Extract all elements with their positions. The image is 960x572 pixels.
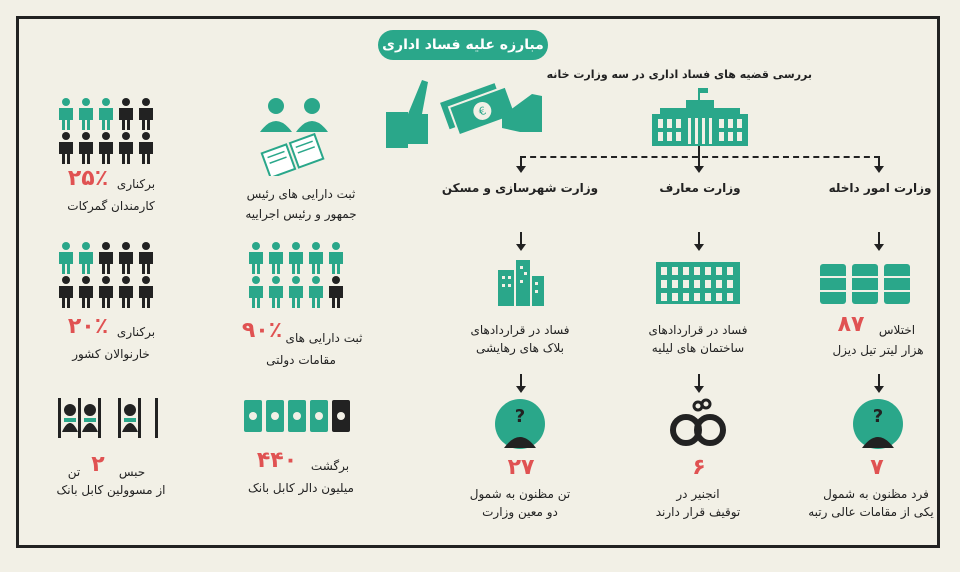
person-icon bbox=[59, 242, 73, 274]
ministry-housing-name: وزارت شهرسازی و مسکن bbox=[441, 181, 599, 195]
arrow-icon bbox=[516, 244, 526, 251]
person-icon bbox=[139, 98, 153, 130]
interior-desc-number: ۸۷ bbox=[837, 312, 865, 337]
arrow-icon bbox=[694, 244, 704, 251]
arrow-icon bbox=[874, 166, 884, 173]
person-icon bbox=[59, 132, 73, 164]
education-result-line1: انجنیر در bbox=[676, 487, 720, 501]
connector-housing-2 bbox=[520, 374, 522, 386]
handcuffs-icon bbox=[668, 396, 728, 448]
interior-result-line1: فرد مظنون به شمول bbox=[823, 487, 929, 501]
person-icon bbox=[79, 98, 93, 130]
officials-documents-icon bbox=[250, 96, 340, 176]
apartment-tower-icon bbox=[494, 258, 546, 308]
person-icon bbox=[99, 242, 113, 274]
person-icon bbox=[79, 242, 93, 274]
person-icon bbox=[289, 276, 303, 308]
arrow-icon bbox=[694, 166, 704, 173]
person-icon bbox=[329, 242, 343, 274]
person-icon bbox=[59, 98, 73, 130]
ministry-education-name: وزارت معارف bbox=[659, 181, 741, 195]
stat-customs-number: ۲۵٪ bbox=[67, 166, 109, 191]
ministry-interior-name: وزارت امور داخله bbox=[828, 181, 932, 195]
people-grid-25-icon bbox=[56, 96, 160, 164]
connector-education-2 bbox=[698, 374, 700, 386]
stat-prison-number: ۲ bbox=[91, 452, 105, 477]
arrow-icon bbox=[874, 244, 884, 251]
person-icon bbox=[139, 132, 153, 164]
person-icon bbox=[329, 276, 343, 308]
stat-prosecutors-pre: برکناری bbox=[116, 325, 156, 339]
stat-prison-pre: حبس bbox=[118, 465, 146, 479]
svg-text:€: € bbox=[477, 104, 489, 119]
connector-horizontal bbox=[520, 156, 880, 158]
connector-interior-1 bbox=[878, 232, 880, 244]
connector-interior-2 bbox=[878, 374, 880, 386]
education-result-line2: توقیف قرار دارند bbox=[655, 505, 741, 519]
svg-text:?: ? bbox=[514, 406, 526, 427]
person-icon bbox=[59, 276, 73, 308]
stat-kabulbank-pre: برگشت bbox=[310, 459, 350, 473]
interior-desc-line2: هزار لیتر تیل دیزل bbox=[832, 343, 924, 357]
person-icon bbox=[269, 276, 283, 308]
housing-result-number: ۲۷ bbox=[507, 455, 535, 480]
people-grid-20-icon bbox=[56, 240, 160, 308]
stat-officials-line1: ثبت دارایی های bbox=[285, 331, 363, 345]
svg-text:?: ? bbox=[872, 406, 884, 427]
person-icon bbox=[79, 132, 93, 164]
person-icon bbox=[119, 242, 133, 274]
person-icon bbox=[99, 98, 113, 130]
stat-kabulbank-line2: میلیون دالر کابل بانک bbox=[248, 481, 354, 495]
arrow-icon bbox=[516, 386, 526, 393]
stat-customs-line2: کارمندان گمرکات bbox=[67, 199, 155, 213]
stat-kabulbank-number: ۴۴۰ bbox=[256, 448, 298, 473]
stat-prison-line2: از مسوولین کابل بانک bbox=[56, 483, 166, 497]
person-icon bbox=[139, 242, 153, 274]
person-icon bbox=[119, 276, 133, 308]
person-icon bbox=[99, 132, 113, 164]
person-icon bbox=[79, 276, 93, 308]
stat-officials-line2: مقامات دولتی bbox=[266, 353, 336, 367]
stat-customs-pre: برکناری bbox=[116, 177, 156, 191]
arrow-icon bbox=[516, 166, 526, 173]
person-icon bbox=[119, 132, 133, 164]
stat-president-assets-line1: ثبت دارایی های رئیس bbox=[246, 187, 356, 201]
connector-housing-1 bbox=[520, 232, 522, 244]
person-icon bbox=[119, 98, 133, 130]
stat-president-assets-line2: جمهور و رئیس اجراییه bbox=[245, 207, 357, 221]
interior-result-number: ۷ bbox=[870, 455, 884, 480]
review-title: بررسی قضیه های فساد اداری در سه وزارت خانه bbox=[546, 68, 812, 81]
housing-desc-line1: فساد در قراردادهای bbox=[470, 323, 570, 337]
person-icon bbox=[139, 276, 153, 308]
page-title: مبارزه علیه فساد اداری bbox=[378, 30, 548, 60]
government-building-icon bbox=[650, 88, 750, 148]
housing-result-line2: دو معین وزارت bbox=[482, 505, 558, 519]
prison-bars-icon bbox=[56, 398, 160, 438]
education-desc-line1: فساد در قراردادهای bbox=[648, 323, 748, 337]
connector-main bbox=[698, 146, 700, 156]
money-stacks-icon bbox=[242, 396, 352, 436]
person-icon bbox=[249, 276, 263, 308]
suspect-icon bbox=[852, 398, 904, 450]
interior-desc-pre: اختلاس bbox=[878, 323, 916, 337]
refuse-bribe-icon bbox=[382, 70, 552, 150]
person-icon bbox=[289, 242, 303, 274]
person-icon bbox=[269, 242, 283, 274]
oil-barrels-icon bbox=[820, 260, 910, 306]
interior-result-line2: یکی از مقامات عالی رتبه bbox=[808, 505, 934, 519]
stat-prosecutors-line2: خارنوالان کشور bbox=[72, 347, 150, 361]
connector-education-1 bbox=[698, 232, 700, 244]
person-icon bbox=[99, 276, 113, 308]
people-grid-90-icon bbox=[246, 240, 350, 308]
education-desc-line2: ساختمان های لیلیه bbox=[651, 341, 745, 355]
housing-desc-line2: بلاک های رهایشی bbox=[475, 341, 565, 355]
stat-prosecutors-number: ۲۰٪ bbox=[67, 314, 109, 339]
suspect-icon bbox=[494, 398, 546, 450]
person-icon bbox=[249, 242, 263, 274]
stat-officials-number: ۹۰٪ bbox=[241, 318, 283, 343]
person-icon bbox=[309, 242, 323, 274]
education-result-number: ۶ bbox=[692, 455, 706, 480]
arrow-icon bbox=[874, 386, 884, 393]
arrow-icon bbox=[694, 386, 704, 393]
person-icon bbox=[309, 276, 323, 308]
housing-result-line1: تن مظنون به شمول bbox=[469, 487, 571, 501]
school-building-icon bbox=[656, 262, 740, 304]
stat-prison-post: تن bbox=[67, 465, 81, 479]
